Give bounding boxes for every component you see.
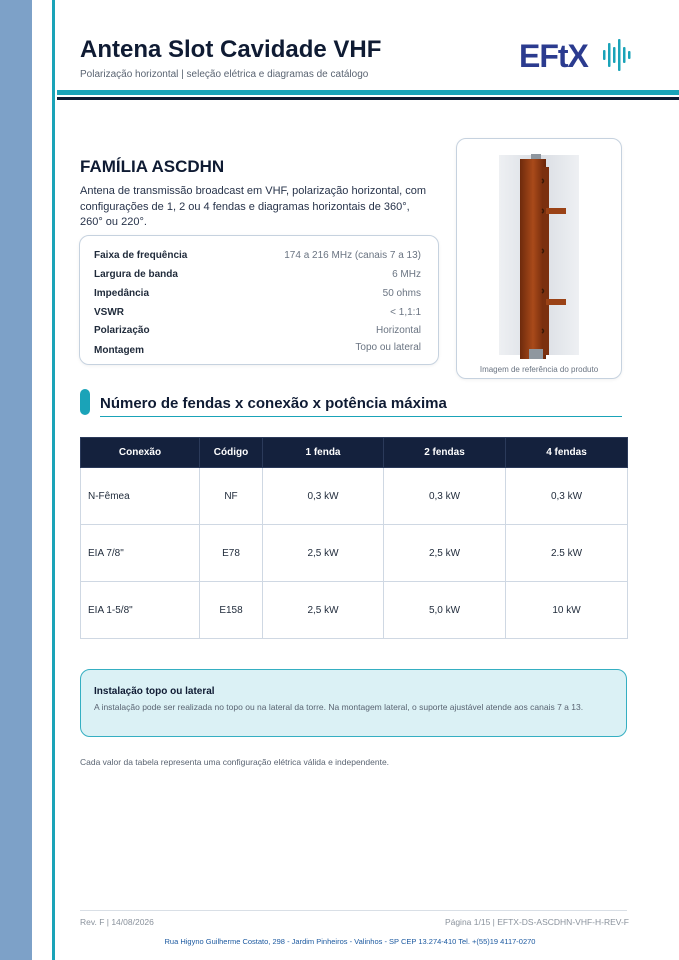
table-cell: 5,0 kW [384,582,506,639]
section-marker [80,389,90,415]
table-cell: 2,5 kW [263,525,384,582]
table-row [81,582,628,639]
page-title: Antena Slot Cavidade VHF [80,36,382,63]
eftx-logo [519,36,634,74]
section-underline [100,416,622,417]
table-row [81,468,628,525]
header-rule-navy [57,97,679,100]
table-cell: 2.5 kW [506,525,628,582]
spec-value: 50 ohms [382,288,421,299]
family-description: Antena de transmissão broadcast em VHF, polarização horizontal, com configurações de 1, 2 ou 4 fendas e diagramas horizontais de 360°, 260° ou 220°. [80,185,427,228]
left-accent-line [52,0,55,960]
table-cell: 0,3 kW [384,468,506,525]
spec-label: Polarização [94,325,150,336]
table-cell: 10 kW [506,582,628,639]
table-header-cell: 4 fendas [506,438,628,468]
table-row [81,525,628,582]
table-cell: 0,3 kW [506,468,628,525]
image-caption: Imagem de referência do produto [479,365,599,374]
table-cell: E78 [200,525,263,582]
installation-note [80,669,627,737]
footer-revision: Rev. F | 14/08/2026 [80,917,154,927]
spec-label: Faixa de frequência [94,250,188,261]
family-title: FAMÍLIA ASCDHN [80,157,225,176]
table-footnote: Cada valor da tabela representa uma configuração elétrica válida e independente. [80,757,390,767]
footer-page-reference: Página 1/15 | EFTX-DS-ASCDHN-VHF-H-REV-F [444,917,629,927]
spec-box [79,235,439,365]
table-cell: EIA 1-5/8" [81,582,200,639]
table-cell: NF [200,468,263,525]
spec-label: Largura de banda [94,269,178,280]
footer-address: Rua Higyno Guilherme Costato, 298 - Jardim Pinheiros - Valinhos - SP CEP 13.274-410 Tel. +(55)19 4117-0270 [164,937,536,946]
spec-label: Impedância [94,288,150,299]
table-cell: 2,5 kW [263,582,384,639]
product-antenna-image [457,139,621,361]
connection-power-table [80,437,628,639]
header-rule-teal [57,90,679,95]
spec-value: Topo ou lateral [355,342,421,353]
page-subtitle: Polarização horizontal | seleção elétrica e diagramas de catálogo [80,69,369,80]
table-header-row [81,438,628,468]
footer-divider [80,910,627,911]
left-color-band [0,0,32,960]
table-header-cell: Conexão [81,438,200,468]
note-title: Instalação topo ou lateral [94,686,215,697]
table-cell: E158 [200,582,263,639]
spec-value: Horizontal [375,325,421,336]
table-header-cell: Código [200,438,263,468]
table-header-cell: 1 fenda [263,438,384,468]
table-cell: 2,5 kW [384,525,506,582]
spec-value: 174 a 216 MHz (canais 7 a 13) [284,250,421,261]
table-header-cell: 2 fendas [384,438,506,468]
logo-text: EFtX [519,38,588,74]
table-cell: EIA 7/8" [81,525,200,582]
logo-signal-bars [603,39,631,71]
table-cell: N-Fêmea [81,468,200,525]
product-image-card [456,138,622,379]
note-text: A instalação pode ser realizada no topo ou na lateral da torre. Na montagem lateral, o suporte ajustável atende aos canais 7 a 13. [94,702,584,712]
table-cell: 0,3 kW [263,468,384,525]
section-title: Número de fendas x conexão x potência máxima [100,395,447,412]
spec-value: < 1,1:1 [390,307,421,318]
spec-value: 6 MHz [392,269,421,280]
spec-label: VSWR [94,307,124,318]
spec-label: Montagem [94,345,144,356]
